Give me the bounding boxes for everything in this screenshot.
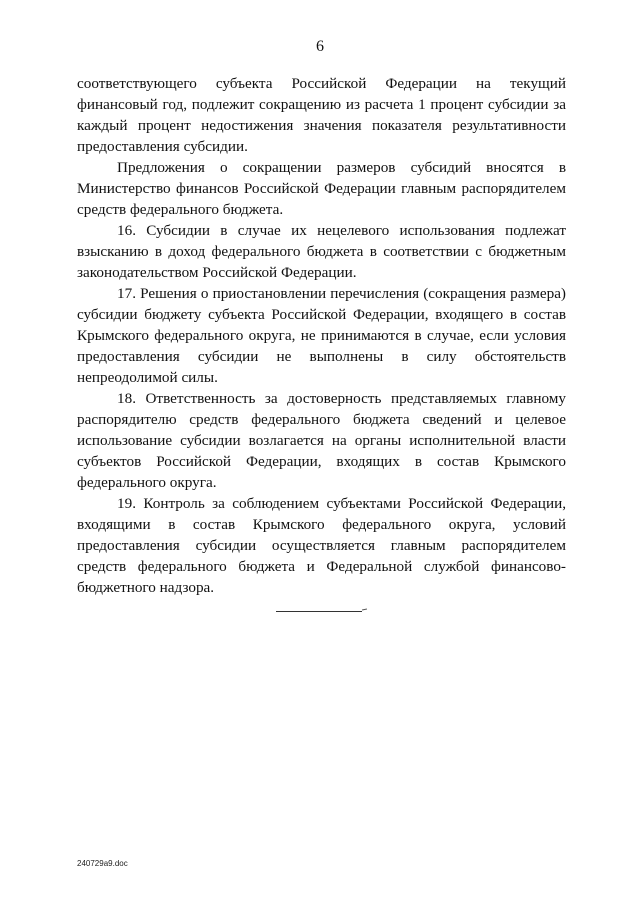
paragraph-continuation: соответствующего субъекта Российской Федерации на текущий финансовый год, подлежит сокращению из расчета 1 процент субсидии за каждый процент недостижения значения показателя результативности предоставления субсидии.: [77, 75, 566, 155]
paragraph-reduction-proposals: Предложения о сокращении размеров субсидий вносятся в Министерство финансов Российской Федерации главным распорядителем средств федерального бюджета.: [77, 159, 566, 218]
paragraph-item-18: 18. Ответственность за достоверность представляемых главному распорядителю средств федерального бюджета сведений и целевое использование субсидии возлагается на органы исполнительной власти субъектов Российской Федерации, входящих в состав Крымского федерального округа.: [77, 390, 566, 491]
separator-tick-mark: [362, 608, 367, 610]
paragraph-item-19: 19. Контроль за соблюдением субъектами Российской Федерации, входящими в состав Крымского федерального округа, условий предоставления субсидии осуществляется главным распорядителем средств федерального бюджета и Федеральной службой финансово-бюджетного надзора.: [77, 495, 566, 596]
paragraph-item-17: 17. Решения о приостановлении перечисления (сокращения размера) субсидии бюджету субъекта Российской Федерации, входящего в состав Крымского федерального округа, не принимаются в случае, если условия предоставления субсидии не выполнены в силу обстоятельств непреодолимой силы.: [77, 285, 566, 386]
document-body: [77, 73, 566, 598]
page-number: 6: [316, 38, 324, 55]
footer-file-name: 240729a9.doc: [77, 859, 128, 868]
paragraph-item-16: 16. Субсидии в случае их нецелевого использования подлежат взысканию в доход федерального бюджета в соответствии с бюджетным законодательством Российской Федерации.: [77, 222, 566, 281]
end-separator-line: [276, 611, 362, 612]
